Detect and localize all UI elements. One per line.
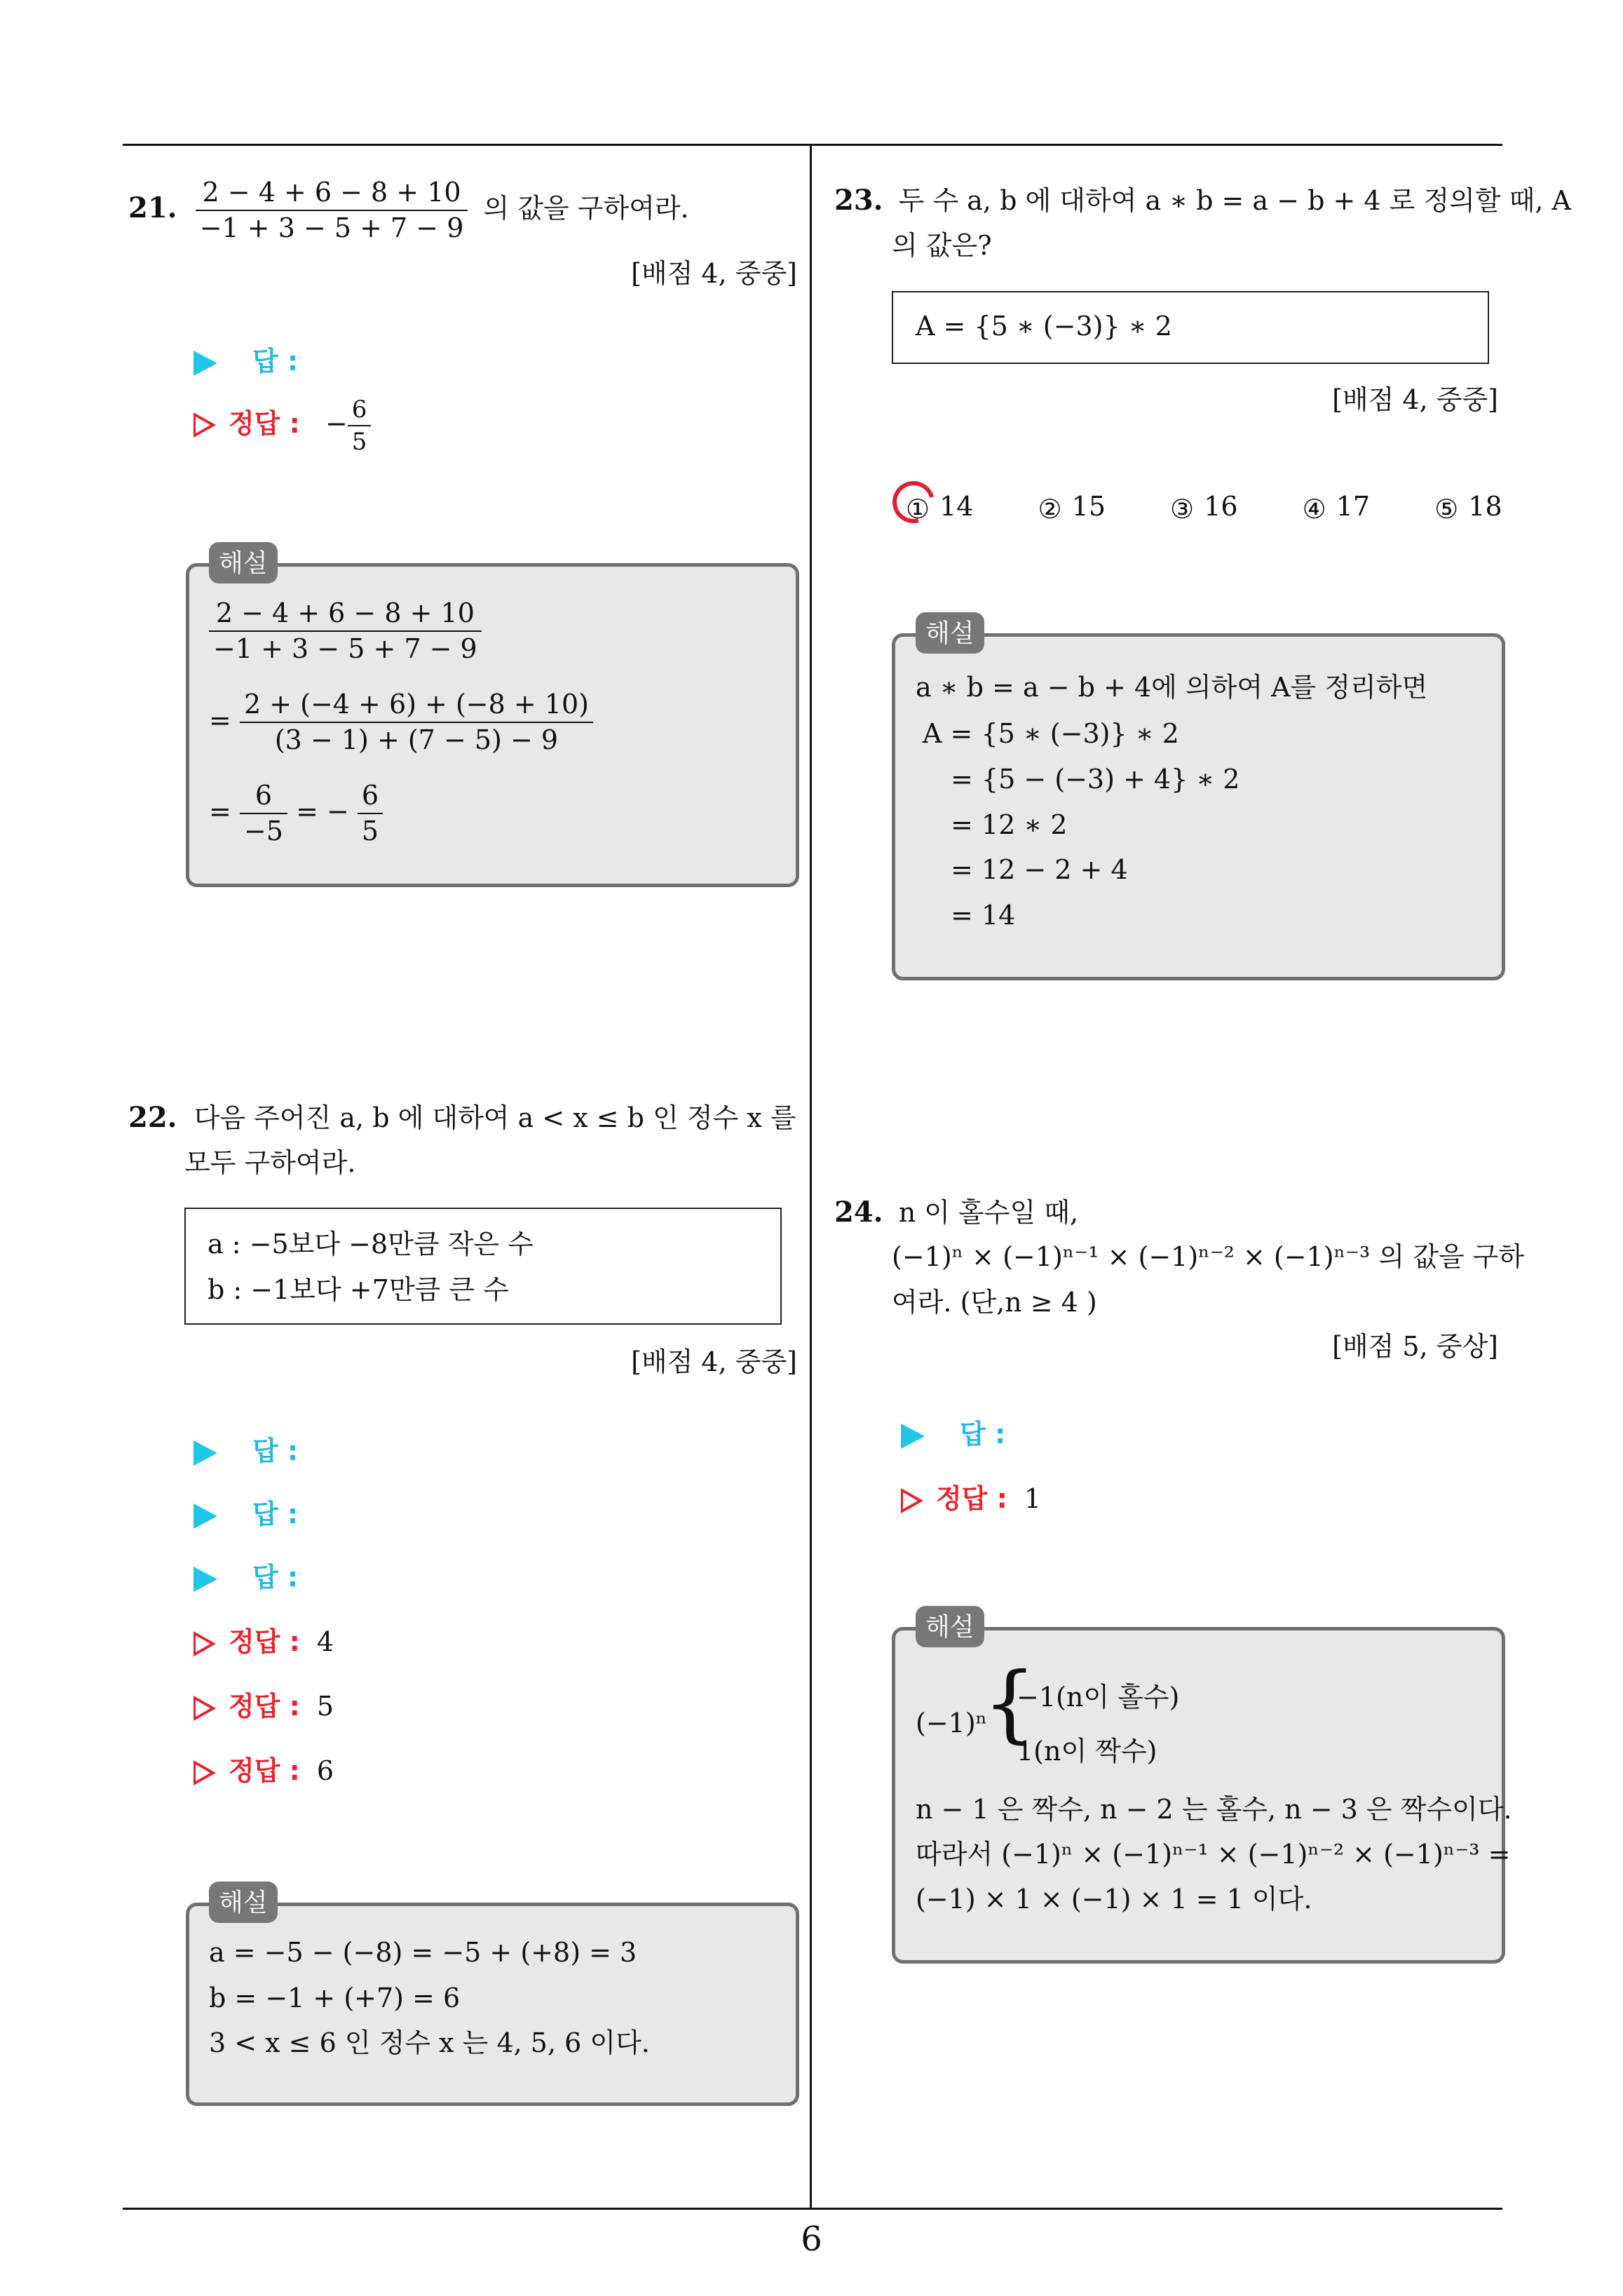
play-icon [193,1567,217,1592]
question-text-line-1: 두 수 a, b 에 대하여 a ∗ b = a − b + 4 로 정의할 때, A [898,185,1571,216]
answer-row-2[interactable] [193,1492,298,1531]
correct-answer-row [193,394,371,457]
solution-line-2: n − 1 은 짝수, n − 2 는 홀수, n − 3 은 짝수이다. [916,1794,1512,1825]
choice-value: 17 [1336,491,1371,522]
answer-row-1[interactable] [193,1429,298,1468]
answer-label: 답 : [252,346,299,377]
correct-answer-row-2 [193,1684,334,1723]
play-icon [901,1424,925,1449]
solution-line-3: 3 < x ≤ 6 인 정수 x 는 4, 5, 6 이다. [209,2027,650,2058]
fraction-denominator: −1 + 3 − 5 + 7 − 9 [199,212,464,244]
outline-triangle-icon [193,1760,216,1785]
question-text-line-1: n 이 홀수일 때, [898,1197,1079,1228]
condition-line-a: a : −5보다 −8만큼 작은 수 [208,1229,534,1260]
choice-value: 16 [1204,491,1238,522]
question-21 [128,175,689,246]
play-icon [193,1440,217,1466]
outline-triangle-icon [193,1631,216,1656]
fraction-denominator: 5 [361,816,379,847]
choice-4[interactable] [1301,491,1371,525]
left-brace: { [983,1655,1037,1753]
answer-label: 답 : [960,1419,1006,1450]
correct-value: 6 [316,1755,334,1786]
solution-line-5: = 12 − 2 + 4 [951,854,1128,885]
fraction-numerator: 6 [348,394,372,426]
fraction-denominator: −1 + 3 − 5 + 7 − 9 [213,633,477,665]
score-meta: [배점 5, 중상] [1332,1331,1498,1362]
choices [904,491,1502,523]
solution-line-4: (−1) × 1 × (−1) × 1 = 1 이다. [916,1884,1312,1915]
bottom-rule [123,2208,1502,2210]
question-number: 22. [128,1101,177,1134]
fraction-numerator: 2 − 4 + 6 − 8 + 10 [196,175,468,211]
fraction-denominator: −5 [243,816,283,847]
condition-box [184,1208,782,1325]
sign: − [325,407,348,439]
answer-row[interactable] [901,1412,1005,1451]
answer-label: 답 : [252,1436,299,1466]
correct-answer-row-1 [193,1620,334,1659]
solution-tag: 해설 [209,542,278,583]
choice-mark: ④ [1302,493,1326,525]
choice-mark: ② [1038,493,1062,525]
fraction-numerator: 6 [240,778,287,814]
question-number: 23. [834,184,883,217]
solution-line-1: a = −5 − (−8) = −5 + (+8) = 3 [209,1937,637,1968]
solution-base: (−1)ⁿ [916,1708,988,1738]
question-text-line-2: 의 값은? [892,230,992,261]
question-23 [834,184,1571,217]
choice-value: 15 [1071,491,1106,522]
solution-case-even: 1(n이 짝수) [1017,1736,1157,1767]
correct-label: 정답 : [229,1626,300,1657]
solution-case-odd: −1(n이 홀수) [1017,1682,1180,1713]
question-text: 의 값을 구하여라. [483,192,689,224]
score-meta: [배점 4, 중중] [631,258,797,289]
correct-label: 정답 : [229,1691,300,1722]
question-22 [128,1101,796,1135]
solution-line-4: = 12 ∗ 2 [951,809,1068,840]
column-divider [810,144,812,2209]
choice-5[interactable] [1433,491,1502,525]
answer-row-3[interactable] [193,1555,298,1594]
question-text-line-2: (−1)ⁿ × (−1)ⁿ⁻¹ × (−1)ⁿ⁻² × (−1)ⁿ⁻³ 의 값을 구하 [892,1241,1525,1272]
fraction-numerator: 2 + (−4 + 6) + (−8 + 10) [240,687,593,723]
solution-line-2 [209,687,593,758]
outline-triangle-icon [901,1488,923,1513]
fraction-numerator: 2 − 4 + 6 − 8 + 10 [209,596,482,632]
correct-value: 1 [1024,1483,1042,1514]
question-number: 21. [128,191,177,224]
correct-value: 5 [316,1691,334,1722]
play-icon [193,1504,217,1529]
question-number: 24. [834,1196,883,1229]
condition-line-b: b : −1보다 +7만큼 큰 수 [208,1274,509,1305]
solution-line-3: = {5 − (−3) + 4} ∗ 2 [951,764,1240,795]
question-24 [834,1196,1078,1229]
choice-2[interactable] [1037,491,1106,525]
choice-mark: ⑤ [1434,493,1459,525]
score-meta: [배점 4, 중중] [1332,384,1498,415]
solution-line-3: 따라서 (−1)ⁿ × (−1)ⁿ⁻¹ × (−1)ⁿ⁻² × (−1)ⁿ⁻³ = [916,1839,1511,1870]
equals-minus: = − [296,795,349,827]
outline-triangle-icon [193,1696,216,1721]
equals: = [209,795,231,827]
choice-value: 18 [1468,491,1502,522]
question-text-line-3: 여라. (단,n ≥ 4 ) [892,1287,1097,1318]
top-rule [123,144,1502,146]
correct-label: 정답 : [936,1483,1007,1514]
question-fraction [196,175,468,246]
correct-answer-row-3 [193,1749,334,1788]
correct-label: 정답 : [229,1755,300,1786]
definition-text: A = {5 ∗ (−3)} ∗ 2 [916,311,1172,342]
question-text-line-1: 다음 주어진 a, b 에 대하여 a < x ≤ b 인 정수 x 를 [193,1102,796,1133]
choice-mark: ① [905,493,930,525]
answer-label: 답 : [252,1562,299,1593]
score-meta: [배점 4, 중중] [631,1346,797,1377]
answer-label: 답 : [252,1499,299,1529]
page-number: 6 [801,2220,822,2259]
correct-label: 정답 : [229,407,300,439]
fraction-denominator: (3 − 1) + (7 − 5) − 9 [274,724,559,756]
choice-mark: ③ [1170,493,1195,525]
outline-triangle-icon [193,412,216,438]
equals: = [209,704,231,736]
solution-line-2: A = {5 ∗ (−3)} ∗ 2 [923,718,1179,749]
answer-row[interactable] [193,339,298,378]
choice-3[interactable] [1169,491,1238,525]
question-text-line-2: 모두 구하여라. [184,1147,356,1178]
solution-line-2: b = −1 + (+7) = 6 [209,1983,461,2013]
solution-tag: 해설 [916,1606,984,1647]
solution-tag: 해설 [916,612,984,654]
correct-answer-row [901,1477,1041,1515]
solution-line-1: a ∗ b = a − b + 4에 의하여 A를 정리하면 [916,672,1428,703]
solution-line-3 [209,778,383,849]
correct-value: 4 [316,1626,334,1657]
fraction-numerator: 6 [358,778,383,814]
correct-fraction [348,394,372,457]
solution-line-6: = 14 [951,900,1016,931]
solution-line-1 [209,596,482,667]
fraction-denominator: 5 [351,428,367,457]
choice-value: 14 [939,491,974,522]
play-icon [193,351,217,376]
solution-tag: 해설 [209,1882,278,1923]
